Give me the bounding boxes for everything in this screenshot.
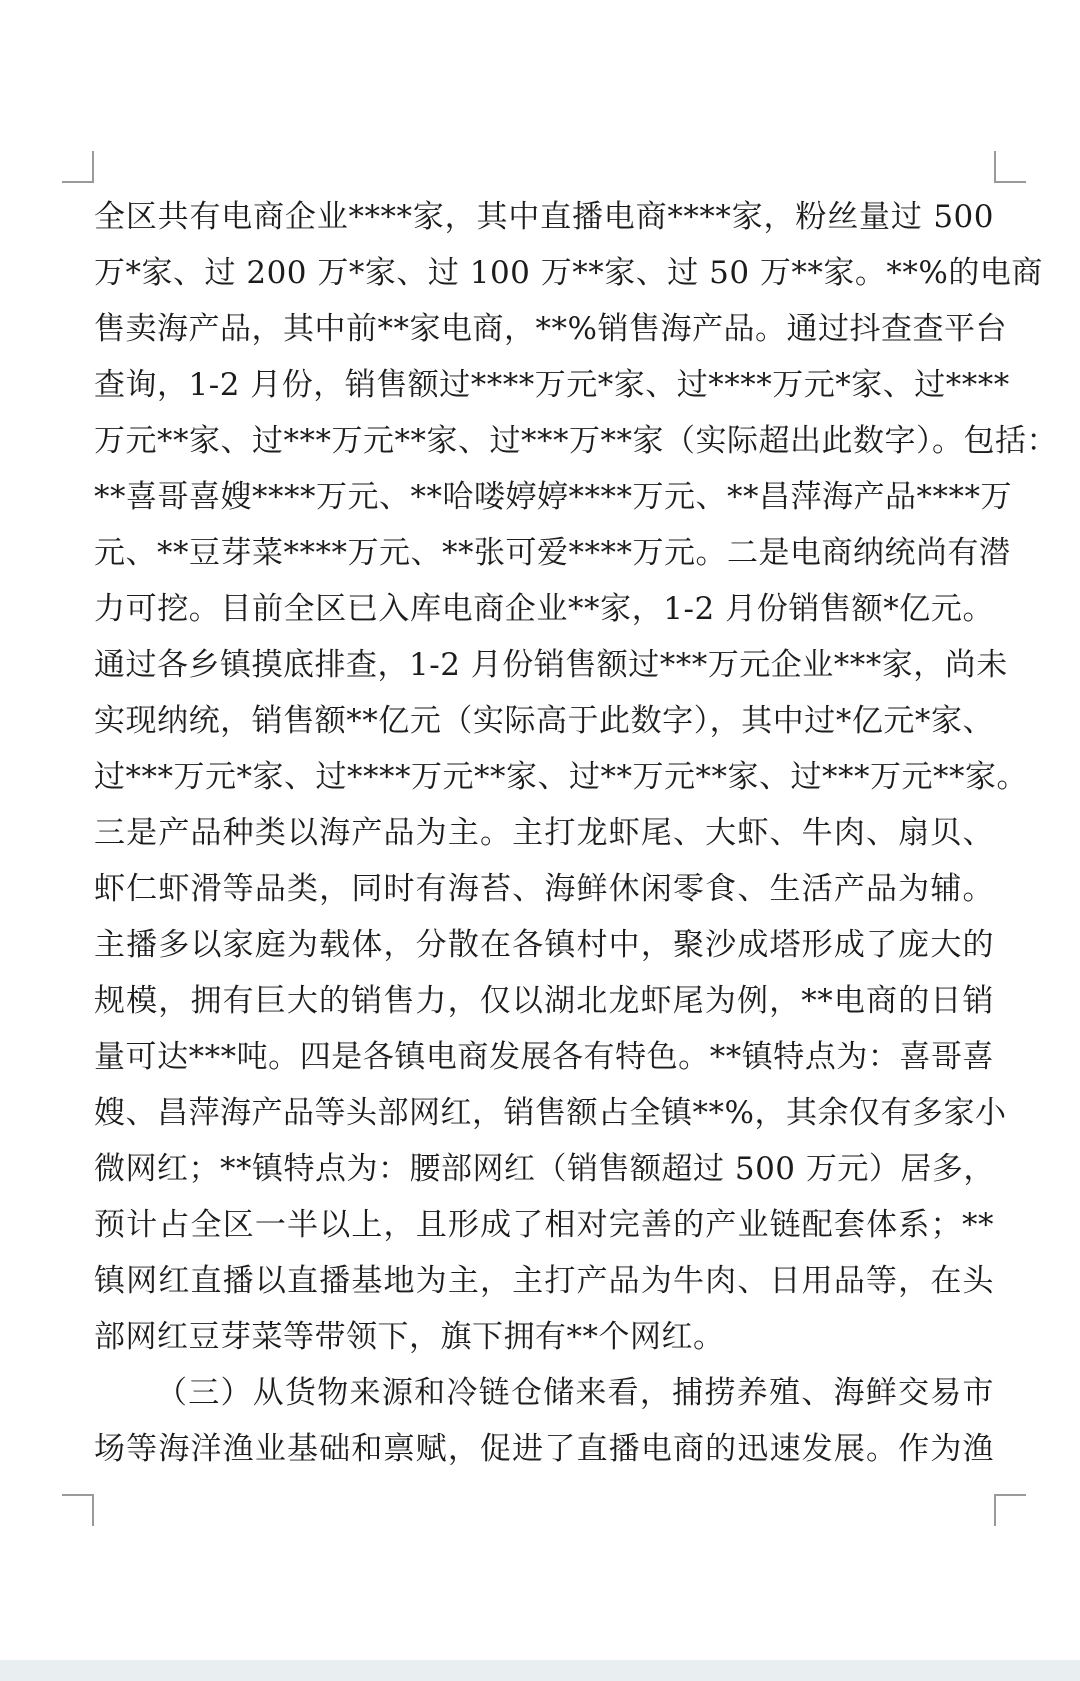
crop-mark-top-right [994, 151, 1026, 183]
text-line: 查询，1-2 月份，销售额过****万元*家、过****万元*家、过**** [94, 367, 1010, 403]
text-line: 虾仁虾滑等品类，同时有海苔、海鲜休闲零食、生活产品为辅。 [94, 871, 994, 907]
text-line: 场等海洋渔业基础和禀赋，促进了直播电商的迅速发展。作为渔 [94, 1431, 994, 1467]
section-heading-line: （三）从货物来源和冷链仓储来看，捕捞养殖、海鲜交易市 [156, 1375, 994, 1411]
crop-mark-bottom-left [62, 1494, 94, 1526]
crop-mark-bottom-right [994, 1494, 1026, 1526]
text-line: 量可达***吨。四是各镇电商发展各有特色。**镇特点为：喜哥喜 [94, 1039, 994, 1075]
bottom-strip [0, 1660, 1080, 1681]
text-line: 售卖海产品，其中前**家电商，**%销售海产品。通过抖查查平台 [94, 311, 1007, 347]
text-line: 三是产品种类以海产品为主。主打龙虾尾、大虾、牛肉、扇贝、 [94, 815, 994, 851]
text-line: 力可挖。目前全区已入库电商企业**家，1-2 月份销售额*亿元。 [94, 591, 994, 627]
paragraph-end-line: 部网红豆芽菜等带领下，旗下拥有**个网红。 [94, 1319, 725, 1355]
text-line: 微网红；**镇特点为：腰部网红（销售额超过 500 万元）居多， [94, 1151, 995, 1187]
text-line: 实现纳统，销售额**亿元（实际高于此数字），其中过*亿元*家、 [94, 703, 994, 739]
text-line: 镇网红直播以直播基地为主，主打产品为牛肉、日用品等，在头 [94, 1263, 994, 1299]
text-line: **喜哥喜嫂****万元、**哈喽婷婷****万元、**昌萍海产品****万 [94, 479, 1012, 515]
text-line: 嫂、昌萍海产品等头部网红，销售额占全镇**%，其余仅有多家小 [94, 1095, 1007, 1131]
text-line: 全区共有电商企业****家，其中直播电商****家，粉丝量过 500 [94, 199, 994, 235]
text-line: 过***万元*家、过****万元**家、过**万元**家、过***万元**家。 [94, 759, 1028, 795]
text-line: 规模，拥有巨大的销售力，仅以湖北龙虾尾为例，**电商的日销 [94, 983, 994, 1019]
document-body [94, 189, 1058, 1477]
text-line: 预计占全区一半以上，且形成了相对完善的产业链配套体系；** [94, 1207, 994, 1243]
text-line: 万*家、过 200 万*家、过 100 万**家、过 50 万**家。**%的电商 [94, 255, 1043, 291]
crop-mark-top-left [62, 151, 94, 183]
text-line: 通过各乡镇摸底排查，1-2 月份销售额过***万元企业***家，尚未 [94, 647, 1008, 683]
text-line: 元、**豆芽菜****万元、**张可爱****万元。二是电商纳统尚有潜 [94, 535, 1011, 571]
text-line: 主播多以家庭为载体，分散在各镇村中，聚沙成塔形成了庞大的 [94, 927, 994, 963]
text-line: 万元**家、过***万元**家、过***万**家（实际超出此数字）。包括： [94, 423, 1058, 459]
